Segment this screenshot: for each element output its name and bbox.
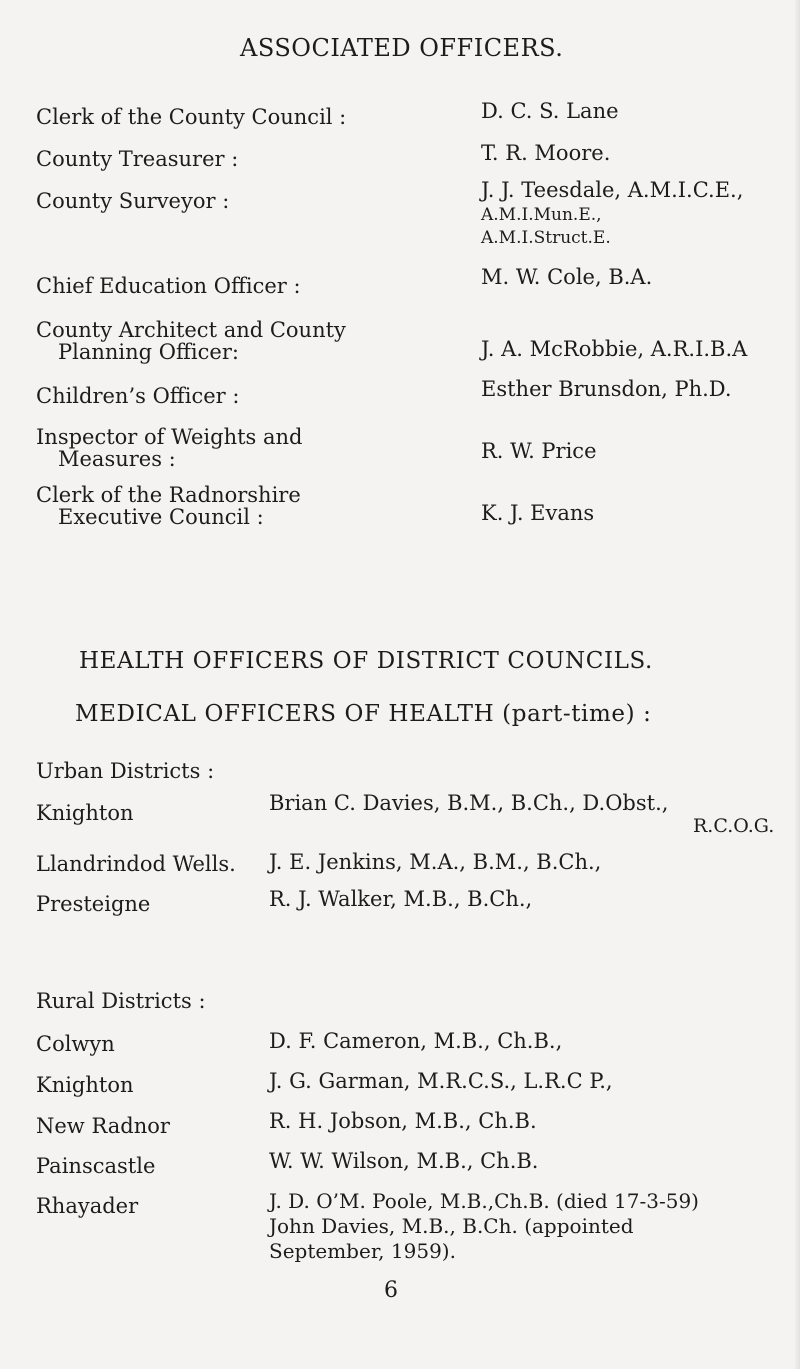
district-name: Presteigne xyxy=(36,892,151,916)
officer-name: D. C. S. Lane xyxy=(481,99,619,123)
district-name: Colwyn xyxy=(36,1032,115,1056)
officer-name: M. W. Cole, B.A. xyxy=(481,265,653,289)
officer-name: K. J. Evans xyxy=(481,501,595,525)
page-edge-shadow xyxy=(794,0,800,1369)
district-name: Knighton xyxy=(36,1073,134,1097)
role-label-cont: Measures : xyxy=(58,447,176,471)
district-name: Painscastle xyxy=(36,1154,156,1178)
rural-districts-label: Rural Districts : xyxy=(36,989,206,1013)
district-name: Llandrindod Wells. xyxy=(36,852,236,876)
officer-name: T. R. Moore. xyxy=(481,141,611,165)
district-name: New Radnor xyxy=(36,1114,170,1138)
officer-name: Esther Brunsdon, Ph.D. xyxy=(481,377,732,401)
officer-name: J. J. Teesdale, A.M.I.C.E., xyxy=(481,178,744,202)
role-label-cont: Executive Council : xyxy=(58,505,264,529)
officer-name: J. A. McRobbie, A.R.I.B.A xyxy=(481,337,748,361)
district-name: Knighton xyxy=(36,801,134,825)
district-name: Rhayader xyxy=(36,1194,139,1218)
role-label: Chief Education Officer : xyxy=(36,274,301,298)
page-number: 6 xyxy=(384,1278,398,1303)
role-label: Clerk of the County Council : xyxy=(36,105,347,129)
role-label-cont: Planning Officer: xyxy=(58,340,239,364)
officer-qualification: A.M.I.Mun.E., xyxy=(481,205,602,225)
page-title: ASSOCIATED OFFICERS. xyxy=(240,34,564,62)
role-label: County Treasurer : xyxy=(36,147,239,171)
role-label: County Architect and County xyxy=(36,318,346,342)
officer-name: R. H. Jobson, M.B., Ch.B. xyxy=(269,1109,537,1133)
officer-name: R. J. Walker, M.B., B.Ch., xyxy=(269,887,533,911)
officer-qualification: R.C.O.G. xyxy=(693,815,775,837)
officer-name: J. D. O’M. Poole, M.B.,Ch.B. (died 17-3-59) xyxy=(269,1189,699,1213)
officer-name: J. E. Jenkins, M.A., B.M., B.Ch., xyxy=(269,850,602,874)
health-heading: HEALTH OFFICERS OF DISTRICT COUNCILS. xyxy=(79,648,653,674)
officer-name: Brian C. Davies, B.M., B.Ch., D.Obst., xyxy=(269,791,669,815)
role-label: County Surveyor : xyxy=(36,189,230,213)
officer-name: September, 1959). xyxy=(269,1239,456,1263)
role-label: Inspector of Weights and xyxy=(36,425,303,449)
officer-name: R. W. Price xyxy=(481,439,597,463)
officer-name: W. W. Wilson, M.B., Ch.B. xyxy=(269,1149,539,1173)
role-label: Children’s Officer : xyxy=(36,384,240,408)
officer-name: D. F. Cameron, M.B., Ch.B., xyxy=(269,1029,563,1053)
officer-name: John Davies, M.B., B.Ch. (appointed xyxy=(269,1214,634,1238)
officer-name: J. G. Garman, M.R.C.S., L.R.C P., xyxy=(269,1069,613,1093)
role-label: Clerk of the Radnorshire xyxy=(36,483,301,507)
officer-qualification: A.M.I.Struct.E. xyxy=(481,228,611,248)
urban-districts-label: Urban Districts : xyxy=(36,759,215,783)
medical-heading: MEDICAL OFFICERS OF HEALTH (part-time) : xyxy=(75,701,652,727)
